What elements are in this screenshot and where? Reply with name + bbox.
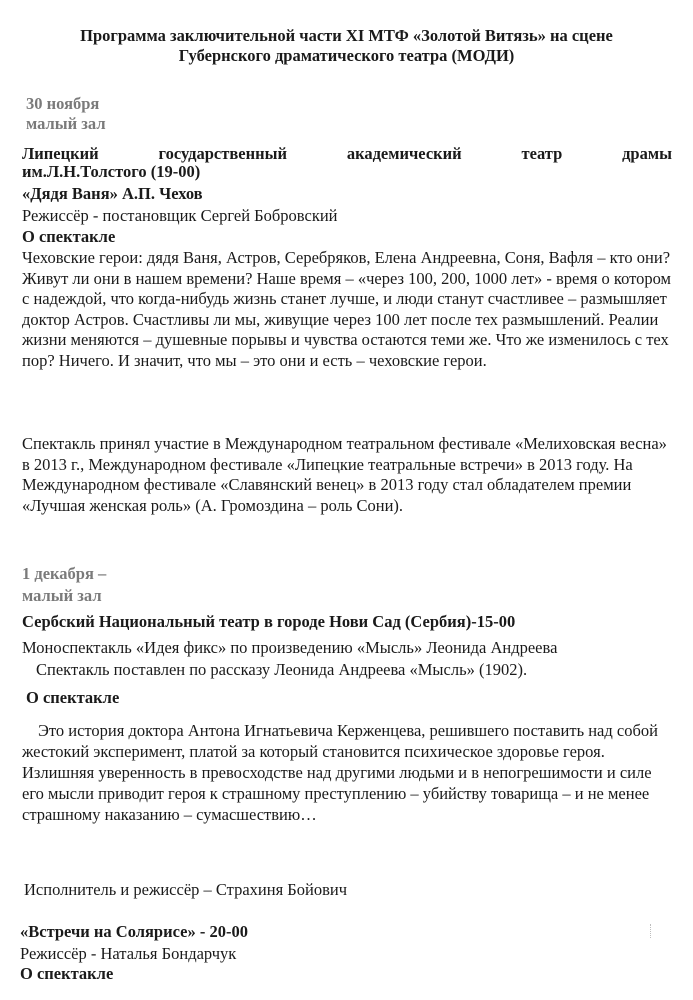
s1-play-title: «Дядя Ваня» А.П. Чехов bbox=[22, 184, 203, 203]
s2-monoplay: Моноспектакль «Идея фикс» по произведению «Мысль» Леонида Андреева bbox=[22, 638, 558, 657]
s3-about-heading: О спектакле bbox=[20, 964, 114, 983]
s2-about-heading: О спектакле bbox=[26, 688, 120, 707]
s1-theater-word: драмы bbox=[622, 144, 672, 163]
program-title bbox=[20, 26, 673, 66]
s2-theater: Сербский Национальный театр в городе Нови Сад (Сербия)-15-00 bbox=[22, 612, 516, 631]
title-line-2: Губернского драматического театра (МОДИ) bbox=[178, 46, 515, 65]
s1-director: Режиссёр - постановщик Сергей Бобровский bbox=[22, 206, 338, 225]
s2-based-on: Спектакль поставлен по рассказу Леонида Андреева «Мысль» (1902). bbox=[36, 660, 528, 679]
s1-theater-word: Липецкий bbox=[22, 144, 99, 163]
s2-hall: малый зал bbox=[22, 586, 102, 605]
scan-mark bbox=[650, 924, 665, 938]
s1-about-heading: О спектакле bbox=[22, 227, 116, 246]
s1-description: Чеховские герои: дядя Ваня, Астров, Серебряков, Елена Андреевна, Соня, Вафля – кто они? Живут ли они в нашем времени? Наше время – «через 100, 200, 1000 лет» - время о котором с надеждой, что когда-нибудь жизнь станет лучше, и люди станут счастливее – размышляет доктор Астров. Счастливы ли мы, живущие через 100 лет после тех размышлений. Реалии жизни меняются – душевные порывы и чувства остаются теми же. Что же изменилось с тех пор? Ничего. И значит, что мы – это они и есть – чеховские герои. bbox=[22, 248, 671, 370]
s1-festivals: Спектакль принял участие в Международном театральном фестивале «Мелиховская весна» в 2013 г., Международном фестивале «Липецкие театральные встречи» в 2013 году. На Международном фестивале «Славянский венец» в 2013 году стал обладателем премии «Лучшая женская роль» (А. Громоздина – роль Сони). bbox=[22, 434, 667, 515]
s1-theater-word: театр bbox=[521, 144, 563, 163]
s1-hall: малый зал bbox=[26, 114, 106, 133]
s1-theater-word: государственный bbox=[158, 144, 287, 163]
title-line-1: Программа заключительной части XI МТФ «Золотой Витязь» на сцене bbox=[80, 26, 613, 45]
s1-theater-line1 bbox=[22, 144, 672, 164]
s2-date: 1 декабря – bbox=[22, 564, 107, 583]
s3-director: Режиссёр - Наталья Бондарчук bbox=[20, 944, 237, 963]
s2-performer: Исполнитель и режиссёр – Страхиня Бойович bbox=[24, 880, 348, 899]
s3-play-title: «Встречи на Солярисе» - 20-00 bbox=[20, 922, 248, 941]
s1-theater-word: академический bbox=[346, 144, 462, 163]
s1-theater-line2: им.Л.Н.Толстого (19-00) bbox=[22, 162, 201, 181]
s1-date: 30 ноября bbox=[26, 94, 100, 113]
s2-description: Это история доктора Антона Игнатьевича Керженцева, решившего поставить над собой жестокий эксперимент, платой за который становится психическое здоровье героя. Излишняя уверенность в превосходстве над другими людьми и в непогрешимости и силе его мысли приводит героя к страшному преступлению – убийству товарища – и не менее страшному наказанию – сумасшествию… bbox=[22, 721, 658, 824]
